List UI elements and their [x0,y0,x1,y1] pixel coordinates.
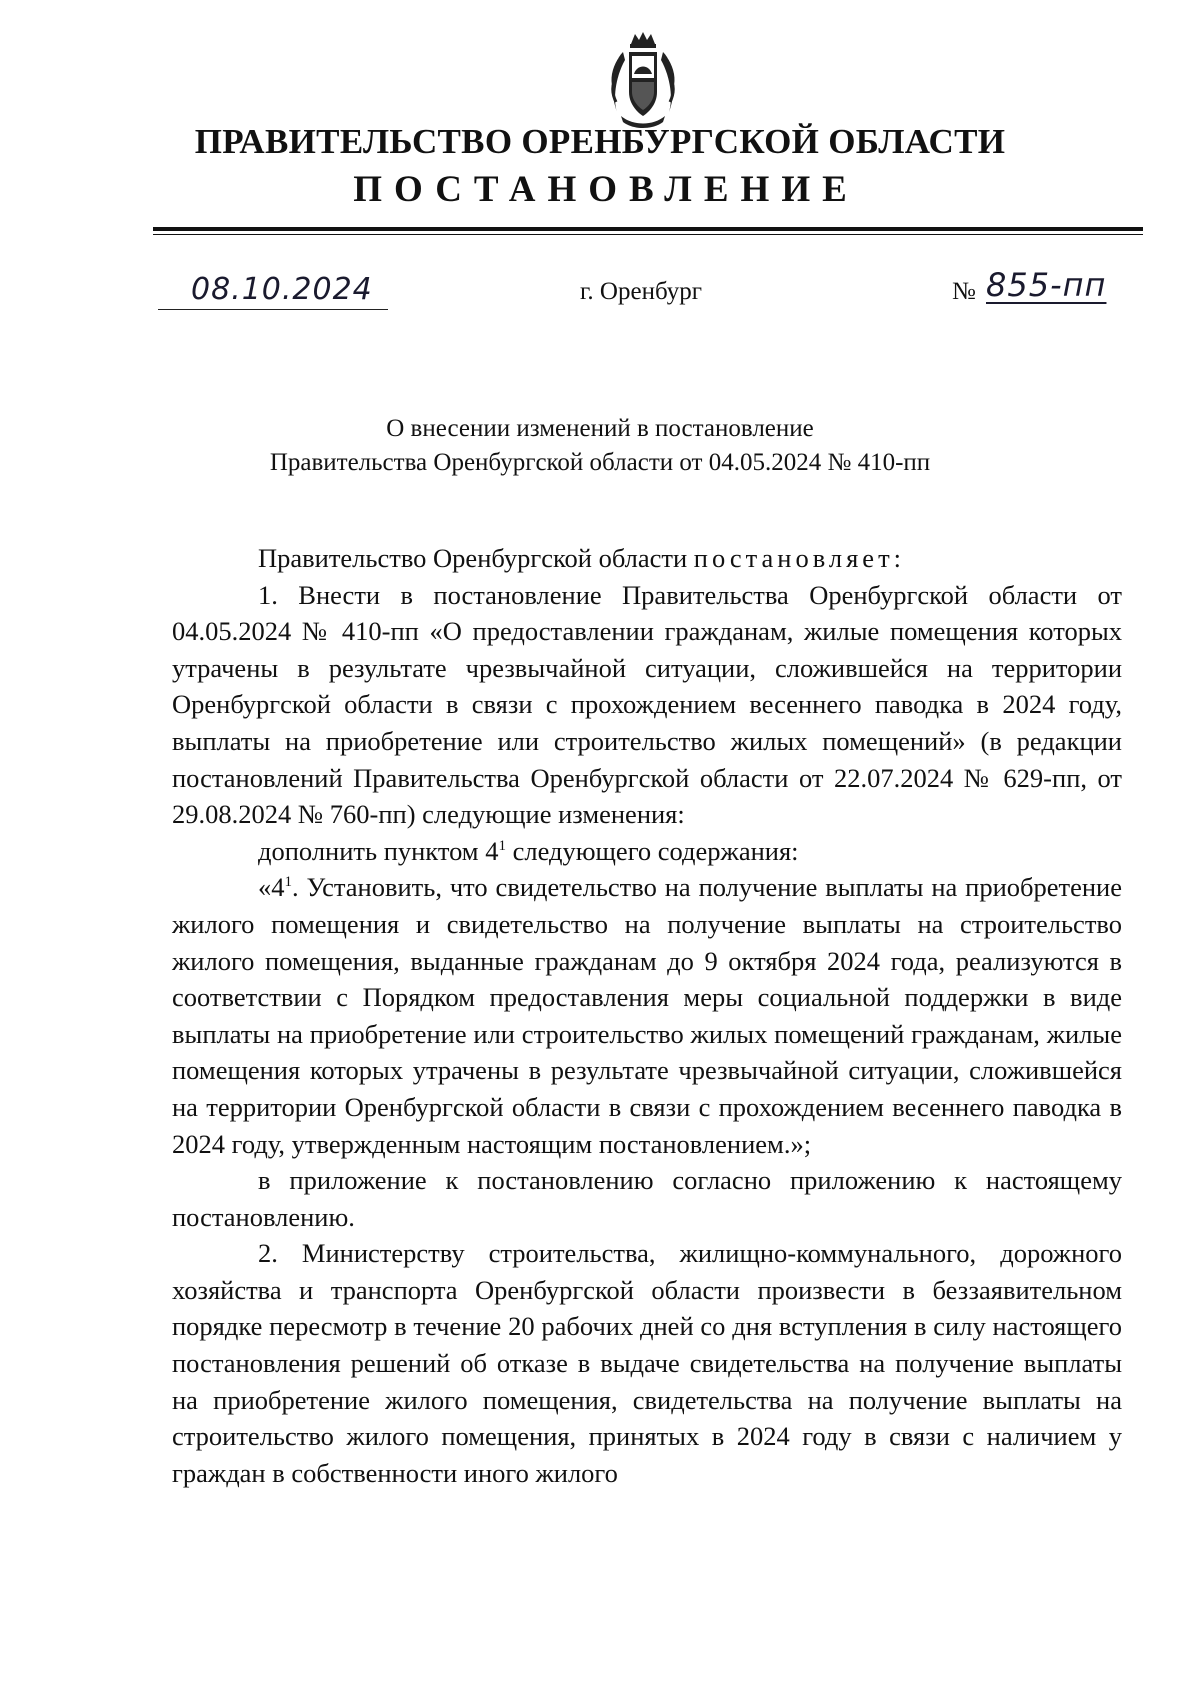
subject-line-1: О внесении изменений в постановление [386,415,814,442]
preamble-paragraph [172,540,1122,577]
date-underline [158,309,388,311]
document-type-title: ПОСТАНОВЛЕНИЕ [353,169,859,210]
header-title: ПРАВИТЕЛЬСТВО ОРЕНБУРГСКОЙ ОБЛАСТИ [194,122,1006,161]
addition-text-start: дополнить пунктом 4 [258,835,499,866]
coat-of-arms-icon [603,30,683,130]
document-city: г. Оренбург [580,278,702,305]
preamble-colon: : [893,543,902,573]
document-date: 08.10.2024 [191,272,373,307]
item-1-addition-paragraph [172,833,1122,870]
item-1-paragraph: 1. Внести в постановление Правительства Оренбургской области от 04.05.2024 № 410-пп «О предоставлении гражданам, жилые помещения которых утрачены в результате чрезвычайной ситуации, сложившейся на территории Оренбургской области в связи с прохождением весеннего паводка в 2024 году, выплаты на приобретение или строительство жилых помещений» (в редакции постановлений Правительства Оренбургской области от 22.07.2024 № 629-пп, от 29.08.2024 № 760-пп) следующие изменения: [172,579,1122,830]
preamble-resolves: постановляет [693,543,894,573]
preamble-text: Правительство Оренбургской области [258,543,694,573]
document-number-label: № [952,278,976,305]
addition-text-end: следующего содержания: [505,835,799,866]
quoted-clause-paragraph [172,869,1122,1162]
header-divider-thin [153,234,1143,235]
quoted-clause-number: «4 [258,872,285,903]
document-body [172,540,1122,1491]
quoted-clause-superscript: 1 [284,874,292,891]
document-date-field [158,272,388,314]
addition-superscript: 1 [498,837,506,854]
appendix-paragraph: в приложение к постановлению согласно приложению к настоящему постановлению. [172,1165,1122,1232]
document-number: 855-пп [986,266,1107,304]
quoted-clause-text: . Установить, что свидетельство на получение выплаты на приобретение жилого помещения и свидетельство на получение выплаты на строительство жилого помещения, выданные гражданам до 9 октября 2024 года, реализуются в соответствии с Порядком предоставления меры социальной поддержки в виде выплаты на приобретение или строительство жилых помещений гражданам, жилые помещения которых утрачены в результате чрезвычайной ситуации, сложившейся на территории Оренбургской области в связи с прохождением весеннего паводка в 2024 году, утвержденным настоящим постановлением.»; [172,872,1122,1159]
header-divider-thick [153,227,1143,231]
item-2-paragraph: 2. Министерству строительства, жилищно-коммунального, дорожного хозяйства и транспорта Оренбургской области произвести в беззаявительном порядке пересмотр в течение 20 рабочих дней со дня вступления в силу настоящего постановления решений об отказе в выдаче свидетельства на получение выплаты на приобретение жилого помещения, свидетельства на получение выплаты на строительство жилого помещения, принятых в 2024 году в связи с наличием у граждан в собственности иного жилого [172,1238,1122,1488]
subject-line-2: Правительства Оренбургской области от 04.05.2024 № 410-пп [269,449,931,476]
